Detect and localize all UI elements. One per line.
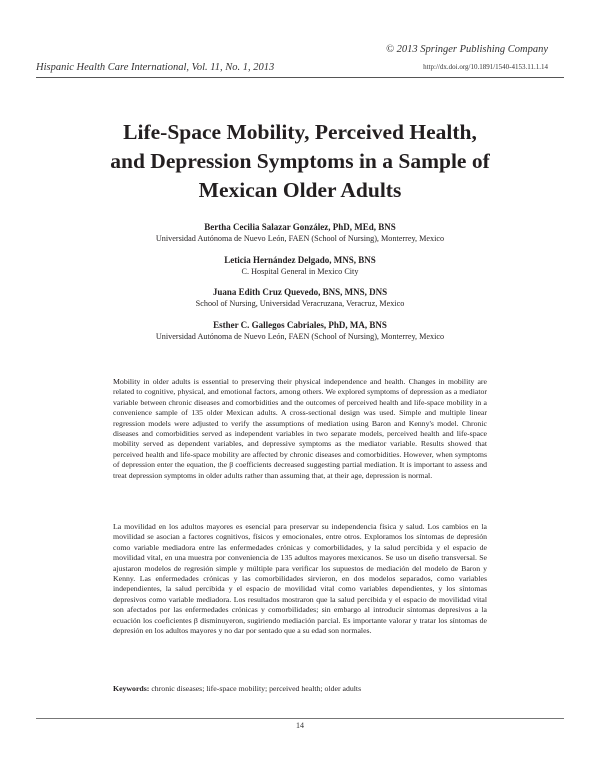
author-affiliation: School of Nursing, Universidad Veracruzana, Veracruz, Mexico: [195, 299, 405, 308]
author-block: [60, 221, 540, 245]
author-affiliation: Universidad Autónoma de Nuevo León, FAEN (School of Nursing), Monterrey, Mexico: [155, 332, 445, 341]
keywords-text: chronic diseases; life-space mobility; perceived health; older adults: [151, 684, 362, 693]
author-name: Esther C. Gallegos Cabriales, PhD, MA, BNS: [213, 320, 387, 330]
author-affiliation: C. Hospital General in Mexico City: [241, 267, 359, 276]
author-block: [60, 286, 540, 310]
header-divider: [36, 77, 564, 78]
page-number: 14: [296, 721, 304, 730]
title-line: and Depression Symptoms in a Sample of: [110, 149, 490, 173]
author-block: [60, 319, 540, 343]
title-line: Life-Space Mobility, Perceived Health,: [123, 120, 477, 144]
journal-citation: Hispanic Health Care International, Vol. 11, No. 1, 2013: [36, 62, 275, 73]
article-title: [40, 118, 560, 205]
copyright-notice: © 2013 Springer Publishing Company: [386, 44, 548, 55]
author-block: [60, 254, 540, 278]
keywords: [113, 684, 361, 693]
doi-link[interactable]: http://dx.doi.org/10.1891/1540-4153.11.1.14: [423, 63, 548, 71]
author-name: Leticia Hernández Delgado, MNS, BNS: [224, 255, 376, 265]
author-name: Juana Edith Cruz Quevedo, BNS, MNS, DNS: [212, 287, 388, 297]
author-name: Bertha Cecilia Salazar González, PhD, MEd, BNS: [204, 222, 396, 232]
abstract-spanish: La movilidad en los adultos mayores es esencial para preservar su independencia física y salud. Los cambios en la movilidad se asocian a factores cognitivos, físicos y emocionales, entre otros. Exploramos los síntomas de depresión como variable mediadora entre las enfermedades crónicas y comorbilidades, y la salud percibida y el espacio de movilidad vital, en una muestra por conveniencia de 135 adultos mayores mexicanos. Se uso un diseño transversal. Se ajustaron modelos de regresión simple y múltiple para verificar los supuestos de mediación del modelo de Baron y Kenny. Las enfermedades crónicas y las comorbilidades sirvieron, en dos modelos separados, como variables independientes, la salud percibida y el espacio de movilidad vital como variables dependientes, y los síntomas depresivos como variable mediadora. Los resultados mostraron que la salud percibida y el espacio de movilidad vital son afectados por las enfermedades crónicas y comorbilidades; sin embargo al introducir síntomas depresivos a la ecuación los coeficientes β disminuyeron, sugiriendo mediación parcial. Es importante valorar y tratar los síntomas de depresión en los adultos mayores y no dar por sentado que a su edad son normales.: [113, 522, 487, 636]
keywords-label: Keywords:: [113, 684, 150, 693]
title-line: Mexican Older Adults: [198, 178, 402, 202]
author-affiliation: Universidad Autónoma de Nuevo León, FAEN (School of Nursing), Monterrey, Mexico: [155, 234, 445, 243]
footer-divider: [36, 718, 564, 719]
abstract-english: Mobility in older adults is essential to preserving their physical independence and health. Changes in mobility are related to cognitive, physical, and emotional factors, among others. We explored symptoms of depression as a mediator variable between chronic diseases and comorbidities and the outcomes of perceived health and life-space mobility in a convenience sample of 135 older Mexican adults. A cross-sectional design was used. Simple and multiple linear regression models were adjusted to verify the assumptions of mediation using Baron and Kenny's model. Chronic diseases and comorbidities served as independent variables in two separate models, perceived health and life-space mobility served as dependent variables, and depressive symptoms as the mediator variable. Results showed that perceived health and life-space mobility are affected by chronic diseases and comorbidities. However, when symptoms of depression enter the equation, the β coefficients decreased suggesting partial mediation. It is important to assess and treat depression symptoms in older adults rather than assuming that, at their age, depression is normal.: [113, 377, 487, 480]
